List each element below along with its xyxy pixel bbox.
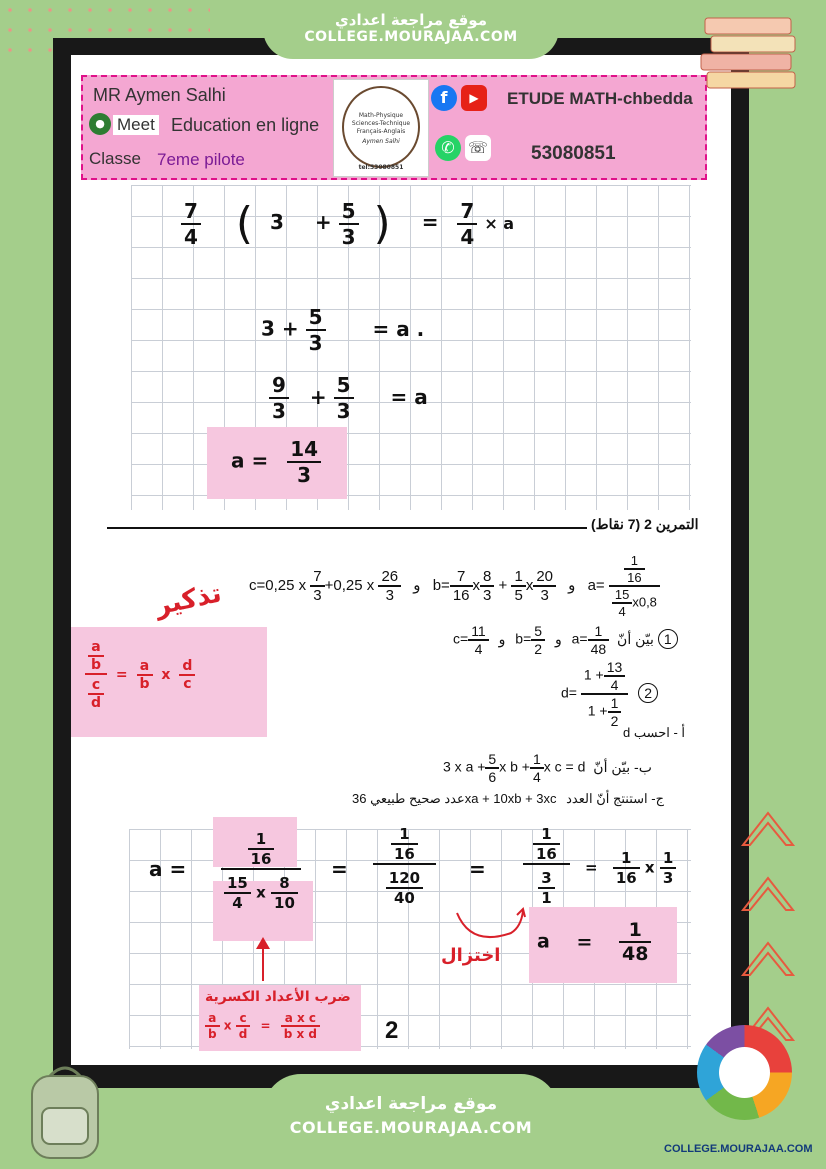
whatsapp-icon[interactable]: ✆	[435, 135, 461, 161]
chevron-up-icon	[738, 795, 798, 855]
phone-icon[interactable]: ☏	[465, 135, 491, 161]
work2-eq-2: =	[469, 857, 486, 881]
work2-eq-1: =	[331, 857, 348, 881]
chevron-up-icon	[738, 925, 798, 985]
phone-number: 53080851	[531, 143, 616, 164]
site-arabic-name: موقع مراجعة اعدادي	[335, 11, 487, 29]
exercise-title: التمرين 2 (7 نقاط)	[591, 516, 699, 532]
work-line-1: $\frac{7}{4}$ ( 3 + $\frac{5}{3}$ ) = $\frac{7}{4}$ × a	[181, 198, 514, 249]
reminder-rule: $\frac{\frac{a}{b}}{\frac{c}{d}}$ = $\frac{a}{b}$ x $\frac{d}{c}$	[85, 639, 195, 711]
simplify-arrow	[451, 903, 531, 949]
work2-frac-2: $\frac{\frac{1}{16}}{\frac{120}{40}}$	[373, 825, 436, 907]
question-1: c= $\frac{11}{4}$ و b= $\frac{5}{2}$ و a= $\frac{1}{48}$ بيّن أنّ 1	[453, 623, 678, 657]
section-rule	[107, 527, 587, 529]
teacher-name: MR Aymen Salhi	[93, 85, 226, 105]
work2-frac-3: $\frac{\frac{1}{16}}{\frac{3}{1}}$	[523, 825, 570, 907]
books-icon	[693, 10, 803, 95]
rule-title: ضرب الأعداد الكسرية	[205, 989, 351, 1005]
youtube-icon[interactable]: ▶	[461, 85, 487, 111]
site-url[interactable]: COLLEGE.MOURAJAA.COM	[304, 29, 518, 45]
chevron-up-icon	[738, 860, 798, 920]
brand-text: COLLEGE.MOURAJAA.COM	[664, 1143, 813, 1155]
google-meet-icon: ●	[89, 113, 111, 135]
red-arrow-up	[253, 935, 273, 983]
logo-seal	[342, 86, 420, 168]
exercise-definitions: c=0,25 x $\frac{7}{3}$ +0,25 x $\frac{26}{3}$ و b= $\frac{7}{16}$ x $\frac{8}{3}$ + $\frac{1}{5}$ x $\frac{20}{3}$ و a= $\frac{1}{16}$ $\frac{15}{4}$ x0,8	[249, 553, 660, 619]
page-number: 2	[385, 1017, 399, 1044]
meet-label: Meet	[113, 115, 159, 135]
work-line-2: 3 + $\frac{5}{3}$ = a .	[261, 305, 425, 355]
question-2-def: d= 1 + $\frac{13}{4}$ 1 + $\frac{1}{2}$ 2	[561, 659, 658, 729]
work2-lead: a =	[149, 857, 187, 881]
logo-text: Français-Anglais	[356, 128, 406, 135]
college-logo	[697, 1025, 792, 1120]
page-name: ETUDE MATH-chbedda	[507, 89, 693, 108]
work2-result: = $\frac{1}{16}$ x $\frac{1}{3}$	[585, 849, 676, 887]
site-url[interactable]: COLLEGE.MOURAJAA.COM	[289, 1118, 533, 1137]
question-2b: 3 x a + $\frac{5}{6}$ x b + $\frac{1}{4}$ x c = d ب- بيّن أنّ	[443, 751, 652, 785]
backpack-icon	[12, 1058, 117, 1163]
classe-value: 7eme pilote	[157, 150, 245, 169]
meet-text: Education en ligne	[171, 115, 320, 135]
facebook-icon[interactable]: f	[431, 85, 457, 111]
classe-label: Classe	[89, 149, 141, 168]
logo-text: Sciences-Technique	[351, 120, 411, 127]
logo-text: tel:53080851	[358, 164, 404, 171]
reminder-title: تذكير	[152, 578, 225, 622]
logo-text: Math-Physique	[358, 112, 404, 119]
work-line-3: $\frac{9}{3}$ + $\frac{5}{3}$ = a	[269, 373, 428, 423]
simplify-label: اختزال	[441, 945, 501, 966]
question-2a: d أ - احسب	[623, 725, 686, 740]
final-result: a = $\frac{1}{48}$	[537, 919, 651, 965]
work2-frac-1: $\frac{1}{16}$ $\frac{15}{4}$ x $\frac{8}{10}$	[221, 830, 301, 912]
site-banner-bottom[interactable]	[263, 1074, 559, 1164]
logo-text: Aymen Salhi	[362, 138, 400, 145]
work-line-4: a = $\frac{14}{3}$	[231, 437, 321, 487]
teacher-header	[81, 75, 707, 180]
question-2c: عدد صحيح طبيعي 36xa + 10xb + 3xc ج- استنتج أنّ العدد	[352, 791, 664, 806]
school-logo	[333, 79, 429, 177]
site-banner-top[interactable]	[263, 7, 559, 59]
document-page	[71, 55, 731, 1065]
site-arabic-name: موقع مراجعة اعدادي	[324, 1094, 498, 1114]
rule-formula: $\frac{a}{b}$ x $\frac{c}{d}$ = $\frac{\text{a x c}}{\text{b x d}}$	[205, 1011, 320, 1041]
